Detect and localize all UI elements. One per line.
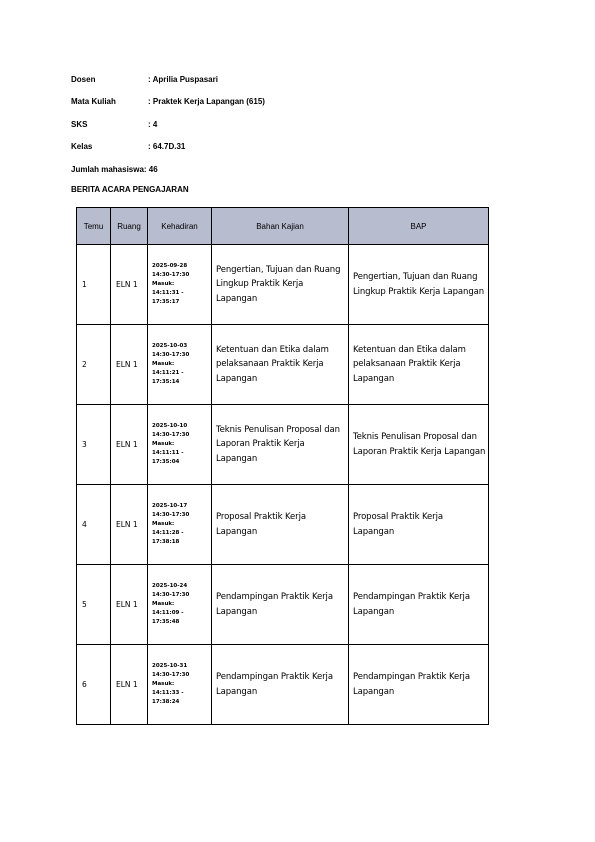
bahan-kajian-cell: Pendampingan Praktik Kerja Lapangan	[212, 645, 349, 725]
kehadiran-cell	[148, 245, 212, 325]
col-ruang: Ruang	[111, 208, 148, 245]
bap-cell: Pendampingan Praktik Kerja Lapangan	[349, 645, 489, 725]
sks-label: SKS	[71, 120, 88, 129]
col-temu: Temu	[77, 208, 111, 245]
kelas-label: Kelas	[71, 142, 93, 151]
table-row	[77, 565, 489, 645]
keluar-time: 17:35:14	[152, 379, 180, 385]
keluar-time: 17:35:48	[152, 619, 180, 625]
jam: 14:30-17:30	[152, 672, 190, 678]
masuk-time: 14:11:28 -	[152, 530, 184, 536]
ruang-cell: ELN 1	[111, 245, 148, 325]
ruang-cell: ELN 1	[111, 565, 148, 645]
tanggal: 2025-10-24	[152, 583, 188, 589]
dosen-value: : Aprilia Puspasari	[148, 75, 218, 84]
temu-cell: 2	[77, 325, 111, 405]
bahan-kajian-cell: Pendampingan Praktik Kerja Lapangan	[212, 565, 349, 645]
jam: 14:30-17:30	[152, 592, 190, 598]
masuk-label: Masuk:	[152, 281, 175, 287]
bahan-kajian-cell: Teknis Penulisan Proposal dan Laporan Praktik Kerja Lapangan	[212, 405, 349, 485]
tanggal: 2025-09-28	[152, 263, 188, 269]
ruang-cell: ELN 1	[111, 325, 148, 405]
masuk-label: Masuk:	[152, 601, 175, 607]
bap-cell: Proposal Praktik Kerja Lapangan	[349, 485, 489, 565]
temu-cell: 6	[77, 645, 111, 725]
masuk-label: Masuk:	[152, 361, 175, 367]
mata-kuliah-value: : Praktek Kerja Lapangan (615)	[148, 97, 265, 106]
kehadiran-cell	[148, 485, 212, 565]
temu-cell: 1	[77, 245, 111, 325]
table-header-row	[77, 208, 489, 245]
section-title: BERITA ACARA PENGAJARAN	[71, 185, 189, 194]
kehadiran-cell	[148, 325, 212, 405]
kehadiran-cell	[148, 405, 212, 485]
table-row	[77, 325, 489, 405]
bahan-kajian-cell: Ketentuan dan Etika dalam pelaksanaan Praktik Kerja Lapangan	[212, 325, 349, 405]
keluar-time: 17:38:18	[152, 539, 180, 545]
jam: 14:30-17:30	[152, 352, 190, 358]
bahan-kajian-cell: Proposal Praktik Kerja Lapangan	[212, 485, 349, 565]
tanggal: 2025-10-10	[152, 423, 188, 429]
jam: 14:30-17:30	[152, 512, 190, 518]
bahan-kajian-cell: Pengertian, Tujuan dan Ruang Lingkup Praktik Kerja Lapangan	[212, 245, 349, 325]
sks-value: : 4	[148, 120, 158, 129]
tanggal: 2025-10-17	[152, 503, 188, 509]
bap-cell: Pendampingan Praktik Kerja Lapangan	[349, 565, 489, 645]
col-kehadiran: Kehadiran	[148, 208, 212, 245]
kehadiran-cell	[148, 565, 212, 645]
col-bahan-kajian: Bahan Kajian	[212, 208, 349, 245]
bap-table	[76, 207, 489, 725]
masuk-label: Masuk:	[152, 441, 175, 447]
dosen-label: Dosen	[71, 75, 96, 84]
keluar-time: 17:38:24	[152, 699, 180, 705]
masuk-time: 14:11:21 -	[152, 370, 184, 376]
temu-cell: 4	[77, 485, 111, 565]
col-bap: BAP	[349, 208, 489, 245]
ruang-cell: ELN 1	[111, 405, 148, 485]
kelas-value: : 64.7D.31	[148, 142, 186, 151]
tanggal: 2025-10-03	[152, 343, 188, 349]
keluar-time: 17:35:04	[152, 459, 180, 465]
bap-cell: Ketentuan dan Etika dalam pelaksanaan Praktik Kerja Lapangan	[349, 325, 489, 405]
masuk-label: Masuk:	[152, 681, 175, 687]
masuk-time: 14:11:31 -	[152, 290, 184, 296]
jam: 14:30-17:30	[152, 432, 190, 438]
bap-cell: Pengertian, Tujuan dan Ruang Lingkup Praktik Kerja Lapangan	[349, 245, 489, 325]
mata-kuliah-label: Mata Kuliah	[71, 97, 116, 106]
temu-cell: 3	[77, 405, 111, 485]
jumlah-mahasiswa: Jumlah mahasiswa: 46	[71, 165, 158, 174]
table-row	[77, 485, 489, 565]
jam: 14:30-17:30	[152, 272, 190, 278]
table-row	[77, 405, 489, 485]
masuk-time: 14:11:33 -	[152, 690, 184, 696]
temu-cell: 5	[77, 565, 111, 645]
ruang-cell: ELN 1	[111, 645, 148, 725]
masuk-time: 14:11:11 -	[152, 450, 184, 456]
masuk-time: 14:11:09 -	[152, 610, 184, 616]
kehadiran-cell	[148, 645, 212, 725]
bap-cell: Teknis Penulisan Proposal dan Laporan Praktik Kerja Lapangan	[349, 405, 489, 485]
tanggal: 2025-10-31	[152, 663, 188, 669]
masuk-label: Masuk:	[152, 521, 175, 527]
table-row	[77, 245, 489, 325]
keluar-time: 17:35:17	[152, 299, 180, 305]
ruang-cell: ELN 1	[111, 485, 148, 565]
table-row	[77, 645, 489, 725]
